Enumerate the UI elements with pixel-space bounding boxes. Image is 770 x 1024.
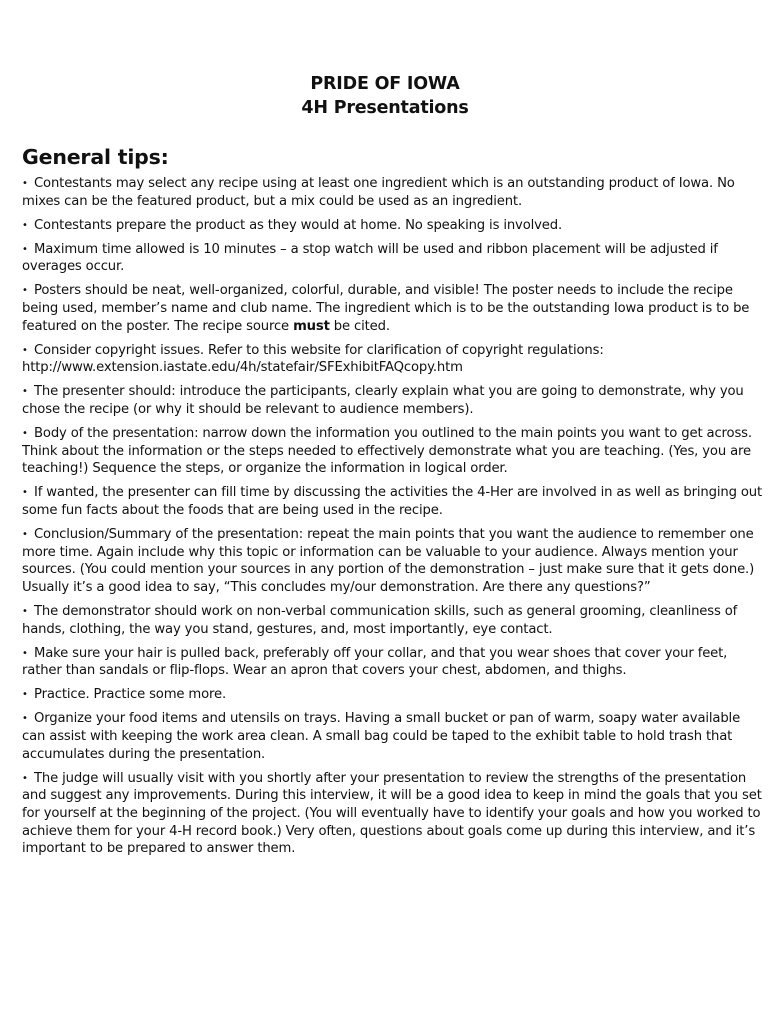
tip-text: Maximum time allowed is 10 minutes – a stop watch will be used and ribbon placement will be adjusted if overages occur. [22, 241, 718, 275]
bullet-icon: • [22, 605, 28, 617]
tip-text: Practice. Practice some more. [34, 687, 227, 703]
tip-item [22, 282, 762, 335]
bullet-icon: • [22, 285, 28, 297]
tips-list [22, 175, 762, 864]
tip-text: be cited. [329, 318, 390, 334]
tip-item [22, 217, 762, 235]
tip-text: The presenter should: introduce the participants, clearly explain what you are going to demonstrate, why you chose the recipe (or why it should be relevant to audience members). [22, 384, 744, 418]
tip-item [22, 645, 762, 680]
tip-item [22, 526, 762, 596]
tip-item [22, 241, 762, 276]
tip-text: Make sure your hair is pulled back, preferably off your collar, and that you wear shoes that cover your feet, rather than sandals or flip-flops. Wear an apron that covers your chest, abdomen, and thighs. [22, 645, 728, 679]
tip-text: Contestants may select any recipe using at least one ingredient which is an outstanding product of Iowa. No mixes can be the featured product, but a mix could be used as an ingredient. [22, 176, 735, 209]
tip-emphasis: must [293, 318, 330, 334]
bullet-icon: • [22, 529, 28, 541]
tip-text: The judge will usually visit with you shortly after your presentation to review the strengths of the presentation and suggest any improvements. During this interview, it will be a good idea to keep in mind the goals that you set for yourself at the beginning of the project. (You will eventually have to identify your goals and how you worked to achieve them for your 4-H record book.) Very often, questions about goals come up during this interview, and it’s important to be prepared to answer them. [22, 770, 762, 857]
bullet-icon: • [22, 386, 28, 398]
tip-text: Contestants prepare the product as they would at home. No speaking is involved. [34, 217, 563, 233]
tip-text: Conclusion/Summary of the presentation: repeat the main points that you want the audience to remember one more time. Again include why this topic or information can be valuable to your audience. Always mention your sources. (You could mention your sources in any portion of the demonstration – just make sure that it gets done.) Usually it’s a good idea to say, “This concludes my/our demonstration. Are there any questions?” [22, 527, 755, 595]
bullet-icon: • [22, 647, 28, 659]
bullet-icon: • [22, 178, 28, 189]
tip-item [22, 603, 762, 638]
tip-item [22, 342, 762, 377]
tip-text: Consider copyright issues. Refer to this website for clarification of copyright regulations: http://www.extension.iastate.edu/4h/statefair/SFExhibitFAQcopy.htm [22, 342, 604, 376]
tip-item [22, 770, 762, 858]
tip-text: If wanted, the presenter can fill time by discussing the activities the 4-Her are involved in as well as bringing out some fun facts about the foods that are being used in the recipe. [22, 485, 762, 518]
tip-item [22, 686, 762, 704]
tip-item [22, 425, 762, 478]
tip-item [22, 383, 762, 418]
bullet-icon: • [22, 713, 28, 725]
bullet-icon: • [22, 219, 28, 231]
bullet-icon: • [22, 487, 28, 499]
tip-item [22, 710, 762, 763]
bullet-icon: • [22, 344, 28, 356]
document-title: PRIDE OF IOWA [310, 74, 460, 94]
tip-text: Organize your food items and utensils on trays. Having a small bucket or pan of warm, soapy water available can assist with keeping the work area clean. A small bag could be taped to the exhibit table to hold trash that accumulates during the presentation. [22, 711, 741, 762]
document-subtitle: 4H Presentations [301, 98, 469, 118]
bullet-icon: • [22, 243, 28, 255]
tip-text: The demonstrator should work on non-verbal communication skills, such as general grooming, cleanliness of hands, clothing, the way you stand, gestures, and, most importantly, eye contact. [22, 603, 738, 637]
tip-text: Body of the presentation: narrow down the information you outlined to the main points you want to get across. Think about the information or the steps needed to effectively demonstrate what you are teaching. (Yes, you are teaching!) Sequence the steps, or organize the information in logical order. [22, 426, 752, 477]
tip-item [22, 175, 762, 210]
section-heading: General tips: [22, 145, 169, 169]
bullet-icon: • [22, 428, 28, 440]
bullet-icon: • [22, 772, 28, 784]
tip-text: Posters should be neat, well-organized, colorful, durable, and visible! The poster needs to include the recipe being used, member’s name and club name. The ingredient which is to be the outstanding Iowa product is to be featured on the poster. The recipe source [22, 283, 750, 334]
bullet-icon: • [22, 689, 28, 701]
tip-item [22, 484, 762, 519]
